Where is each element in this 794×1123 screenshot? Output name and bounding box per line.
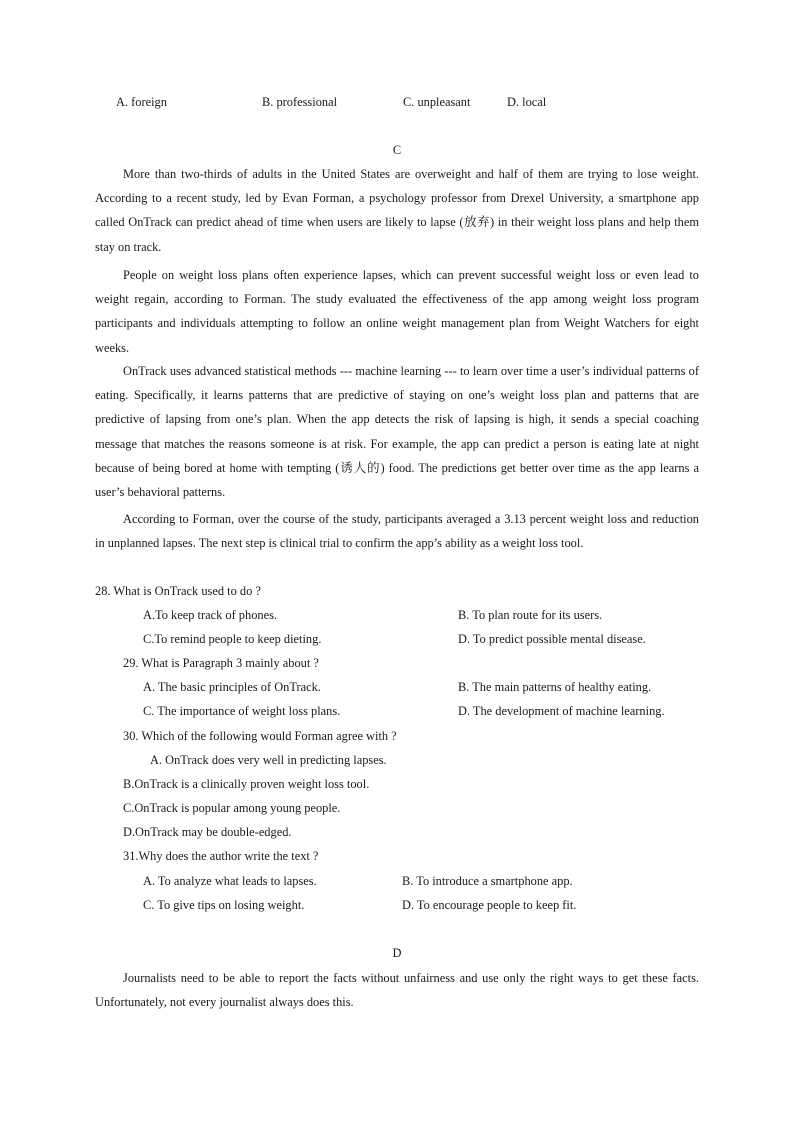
q29-option-a: A. The basic principles of OnTrack. bbox=[143, 680, 321, 694]
option-b: B. professional bbox=[262, 95, 338, 109]
q28-option-c: C.To remind people to keep dieting. bbox=[143, 632, 322, 646]
passage-c-paragraph-4: According to Forman, over the course of the study, participants averaged a 3.13 percent weight loss and reduction in unplanned lapses. The next step is clinical trial to confirm the app’s ability as a weight loss tool. bbox=[95, 512, 699, 551]
q29-option-c: C. The importance of weight loss plans. bbox=[143, 704, 341, 718]
passage-d-paragraph-1: Journalists need to be able to report the facts without unfairness and use only the right ways to get these facts. Unfortunately, not every journalist always does this. bbox=[95, 971, 699, 1010]
option-d: D. local bbox=[507, 95, 547, 109]
q31-option-b: B. To introduce a smartphone app. bbox=[402, 874, 573, 888]
passage-c-paragraph-2: People on weight loss plans often experience lapses, which can prevent successful weight loss or even lead to weight regain, according to Forman. The study evaluated the effectiveness of the app among weight loss program participants and individuals attempting to follow an online weight management plan from Weight Watchers for eight weeks. bbox=[95, 268, 699, 355]
q31-option-c: C. To give tips on losing weight. bbox=[143, 898, 305, 912]
q31-stem: 31.Why does the author write the text ? bbox=[123, 849, 319, 863]
q30-option-c: C.OnTrack is popular among young people. bbox=[123, 801, 341, 815]
section-c-heading: C bbox=[392, 143, 402, 157]
option-a: A. foreign bbox=[116, 95, 167, 109]
option-c: C. unpleasant bbox=[403, 95, 471, 109]
q31-option-a: A. To analyze what leads to lapses. bbox=[143, 874, 317, 888]
q30-option-a: A. OnTrack does very well in predicting lapses. bbox=[150, 753, 387, 767]
q28-option-b: B. To plan route for its users. bbox=[458, 608, 603, 622]
q28-option-d: D. To predict possible mental disease. bbox=[458, 632, 646, 646]
passage-c-paragraph-1: More than two-thirds of adults in the United States are overweight and half of them are trying to lose weight. According to a recent study, led by Evan Forman, a psychology professor from Drexel University, a smartphone app called OnTrack can predict ahead of time when users are likely to lapse (放弃) in their weight loss plans and help them stay on track. bbox=[95, 167, 699, 254]
q29-stem: 29. What is Paragraph 3 mainly about ? bbox=[123, 656, 319, 670]
q28-stem: 28. What is OnTrack used to do ? bbox=[95, 584, 261, 598]
q29-option-b: B. The main patterns of healthy eating. bbox=[458, 680, 652, 694]
q30-option-b: B.OnTrack is a clinically proven weight loss tool. bbox=[123, 777, 370, 791]
q31-option-d: D. To encourage people to keep fit. bbox=[402, 898, 577, 912]
q30-option-d: D.OnTrack may be double-edged. bbox=[123, 825, 292, 839]
passage-c-paragraph-3: OnTrack uses advanced statistical methods --- machine learning --- to learn over time a user’s individual patterns of eating. Specifically, it learns patterns that are predictive of staying on one’s weight loss plan and patterns that are predictive of lapsing from one’s plan. When the app detects the risk of lapsing is high, it sends a special coaching message that matches the reasons someone is at risk. For example, the app can predict a person is eating late at night because of being bored at home with tempting (诱人的) food. The predictions get better over time as the app learns a user’s behavioral patterns. bbox=[95, 364, 699, 500]
q28-option-a: A.To keep track of phones. bbox=[143, 608, 278, 622]
q29-option-d: D. The development of machine learning. bbox=[458, 704, 665, 718]
section-d-heading: D bbox=[392, 946, 402, 960]
q30-stem: 30. Which of the following would Forman agree with ? bbox=[123, 729, 397, 743]
